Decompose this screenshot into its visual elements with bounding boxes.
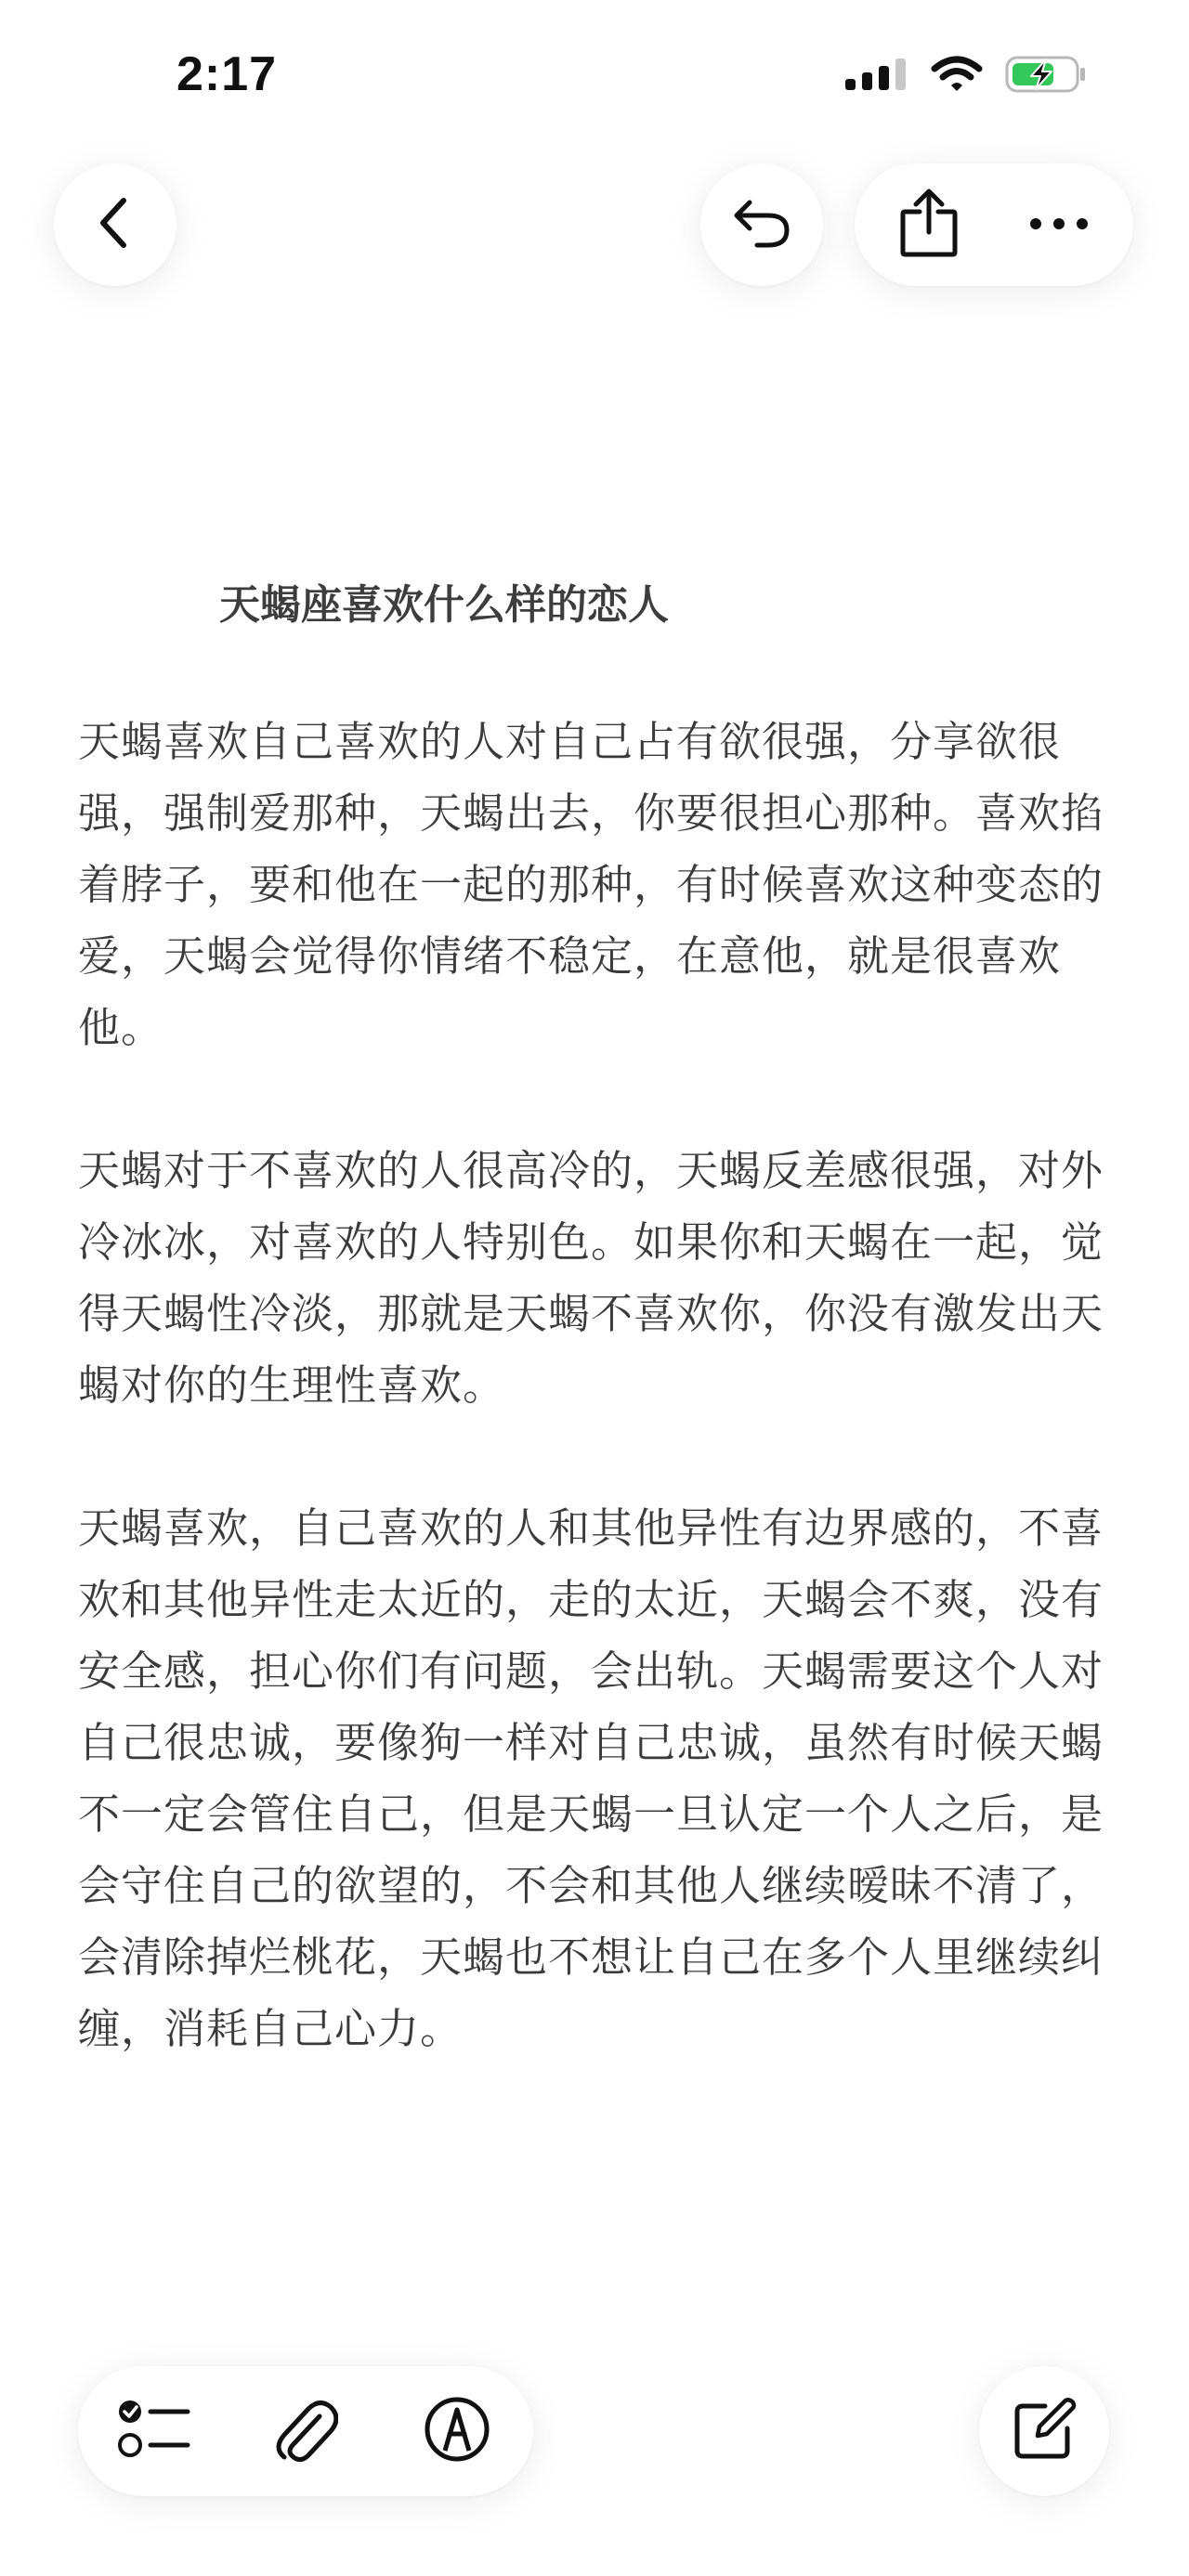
more-button[interactable] xyxy=(1003,169,1115,280)
compose-icon xyxy=(1012,2397,1077,2465)
status-icons xyxy=(845,56,1087,97)
checklist-icon xyxy=(117,2397,191,2465)
compose-button[interactable] xyxy=(979,2366,1109,2496)
note-body[interactable] xyxy=(78,706,1111,2136)
bottom-toolbar xyxy=(78,2366,533,2496)
more-icon xyxy=(1029,216,1089,234)
attachment-button[interactable] xyxy=(250,2375,361,2487)
status-bar xyxy=(0,0,1189,149)
share-button[interactable] xyxy=(873,169,985,280)
back-button[interactable] xyxy=(54,163,176,286)
note-paragraph[interactable]: 天蝎喜欢，自己喜欢的人和其他异性有边界感的，不喜欢和其他异性走太近的，走的太近，天蝎会不爽，没有安全感，担心你们有问题，会出轨。天蝎需要这个人对自己很忠诚，要像狗一样对自己忠诚，虽然有时候天蝎不一定会管住自己，但是天蝎一旦认定一个人之后，是会守住自己的欲望的，不会和其他人继续暧昧不清了，会清除掉烂桃花，天蝎也不想让自己在多个人里继续纠缠，消耗自己心力。 xyxy=(78,1503,1104,2053)
paperclip-icon xyxy=(273,2394,338,2468)
undo-icon xyxy=(731,195,792,254)
share-more-group xyxy=(855,163,1133,286)
undo-button[interactable] xyxy=(700,163,823,286)
wifi-icon xyxy=(931,56,983,97)
markup-button[interactable] xyxy=(401,2375,513,2487)
battery-charging-icon xyxy=(1005,56,1087,97)
cellular-signal-icon xyxy=(845,59,908,94)
note-paragraph[interactable]: 天蝎对于不喜欢的人很高冷的，天蝎反差感很强，对外冷冰冰，对喜欢的人特别色。如果你和天蝎在一起，觉得天蝎性冷淡，那就是天蝎不喜欢你，你没有激发出天蝎对你的生理性喜欢。 xyxy=(78,1146,1104,1410)
markup-pen-icon xyxy=(423,2395,491,2467)
back-chevron-icon xyxy=(92,195,138,254)
share-icon xyxy=(899,188,959,262)
status-time: 2:17 xyxy=(176,47,278,101)
checklist-button[interactable] xyxy=(98,2375,210,2487)
note-paragraph[interactable]: 天蝎喜欢自己喜欢的人对自己占有欲很强，分享欲很强，强制爱那种，天蝎出去，你要很担心那种。喜欢掐着脖子，要和他在一起的那种，有时候喜欢这种变态的爱，天蝎会觉得你情绪不稳定，在意他，就是很喜欢他。 xyxy=(78,717,1104,1052)
note-title[interactable]: 天蝎座喜欢什么样的恋人 xyxy=(219,581,669,629)
